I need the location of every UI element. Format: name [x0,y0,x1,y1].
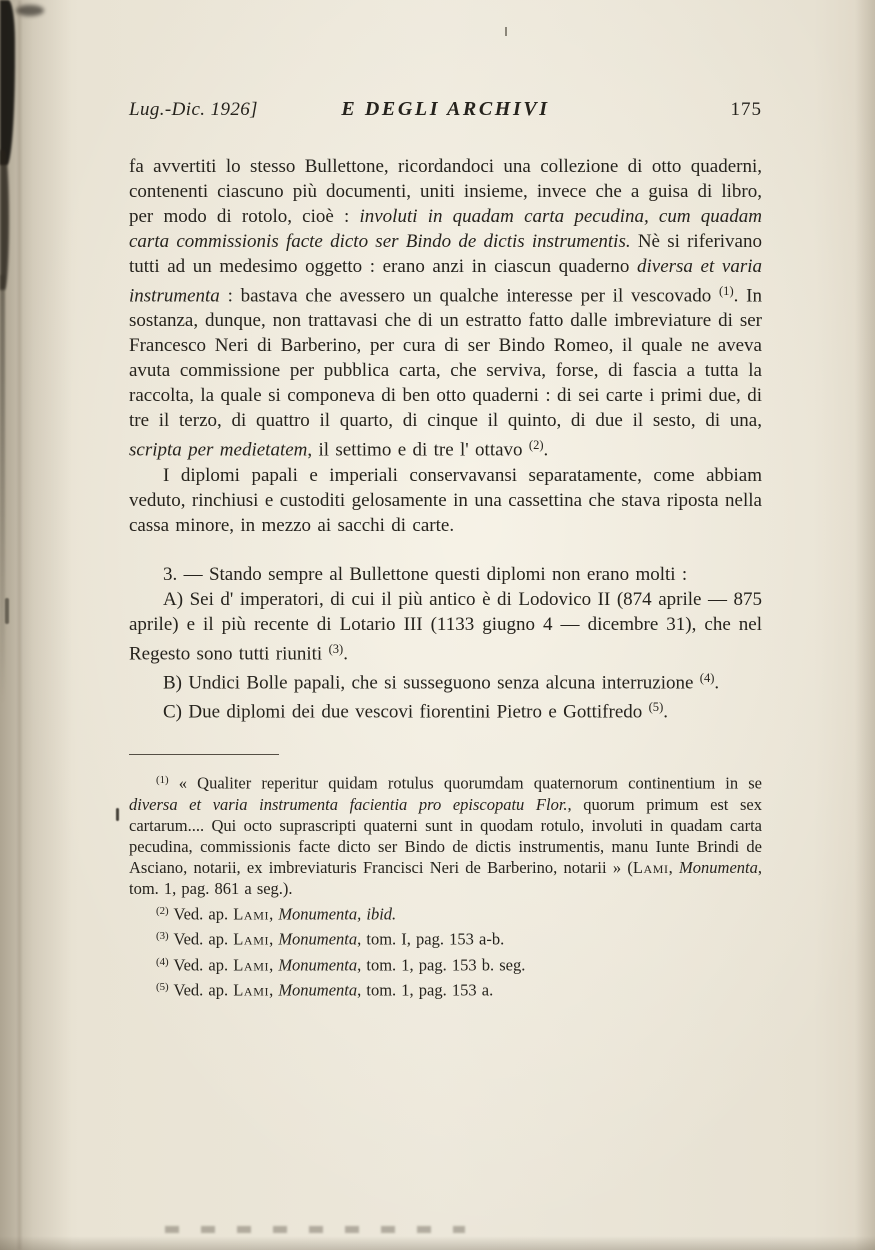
scan-artifact-speck [5,598,9,624]
paragraph [129,695,762,724]
text-run: : bastava che avessero un qualche interesse per il vescovado [219,285,719,307]
footnote [129,901,762,924]
footnote-reference: (5) [648,700,664,715]
text-run: Lami [233,904,270,924]
body-paragraphs [129,154,762,724]
scan-artifact-bottom-smudge [165,1226,465,1233]
scan-right-edge-shadow [855,0,875,1250]
text-run: Monumenta [278,955,358,975]
text-run: Monumenta, ibid. [278,904,397,924]
scan-artifact-binding-mid [0,150,9,290]
text-run: Ved. ap. [168,929,234,949]
scan-artifact-speck [505,27,507,36]
text-run: , [269,929,279,949]
scan-artifact-vertical-streak [18,0,21,1250]
text-run: . [343,642,348,664]
text-run: scripta per medietatem [129,439,308,461]
scan-artifact-speck [116,808,119,821]
scan-artifact-binding-strip [0,275,5,705]
text-run: B) Undici Bolle papali, che si susseguono senza alcuna interruzione [163,672,700,694]
text-run: Lami [233,955,270,975]
footnote-separator [129,754,279,755]
text-run: diversa et varia instrumenta [129,256,762,307]
text-run: involuti in quadam carta pecudina, cum quadam carta commissionis facte dicto ser Bindo de dictis instrumentis. [129,206,762,252]
page-number: 175 [730,99,762,120]
text-run: I diplomi papali e imperiali conservavansi separatamente, come abbiam veduto, rinchiusi e custoditi gelosamente in una cassettina che stava riposta nella cassa minore, in mezzo ai sacchi di carte. [129,464,762,536]
text-run: , tom. 1, pag. 153 b. seg. [357,955,526,975]
paragraph [129,587,762,666]
scan-artifact-binding-top [0,0,15,165]
text-run: fa avvertiti lo stesso Bullettone, ricordandoci una collezione di otto quaderni, contenenti ciascuno più documenti, uniti insieme, invece che a guisa di libro, per modo di rotolo, cioè : [129,156,762,227]
paragraph [129,562,762,587]
footnote-reference: (2) [156,904,169,917]
text-run: Monumenta [278,929,358,949]
paragraph [129,666,762,695]
footnote-reference: (1) [156,774,169,787]
footnote-reference: (5) [156,981,169,994]
footnote-reference: (3) [328,641,344,656]
paragraph [129,463,762,538]
paragraph [129,154,762,463]
text-run: « Qualiter reperitur quidam rotulus quorumdam quaternorum continentium in se [168,773,762,793]
footnote [129,770,762,898]
issue-date: Lug.-Dic. 1926] [129,99,258,120]
text-run: . [543,439,549,461]
text-run: A) Sei d' imperatori, di cui il più antico è di Lodovico II (874 aprile — 875 aprile) e il più recente di Lotario III (1133 giugno 4 — dicembre 31), che nel Regesto sono tutti riuniti [129,588,762,664]
text-run: Lami [233,929,270,949]
text-run: , [269,955,279,975]
text-run: . [714,672,720,694]
text-run: Ved. ap. [168,980,234,1000]
text-run: 3. — Stando sempre al Bullettone questi diplomi non erano molti : [163,563,688,585]
text-run: Monumenta [278,980,358,1000]
scan-artifact-corner-blob [16,5,44,16]
footnote-reference: (3) [156,930,169,943]
text-run: . In sostanza, dunque, non trattavasi che di un estratto fatto dalle imbreviature di ser Francesco Neri di Barberino, per cura di ser Bindo Romeo, il quale ne aveva avuta commissione per pubblica carta, che serviva, forse, di fascia a tutta la raccolta, la quale si componeva di ben otto quaderni : di sei carte i primi due, di tre il terzo, di quattro il quarto, di cinque il quinto, di due il sesto, di una, [129,285,762,432]
text-run: , tom. I, pag. 153 a-b. [357,929,505,949]
journal-title: E DEGLI ARCHIVI [341,98,550,120]
footnote [129,977,762,1000]
footnote [129,926,762,949]
text-run: , [269,904,279,924]
text-run: , tom. 1, pag. 861 a seg.). [129,857,762,898]
page-content [129,98,762,1001]
text-run: , il settimo e di tre l' ottavo [307,439,529,461]
text-run: Lami [632,857,669,877]
footnote-reference: (4) [699,670,715,685]
footnote [129,952,762,975]
footnote-reference: (4) [156,955,169,968]
text-run: C) Due diplomi dei due vescovi fiorentini Pietro e Gottifredo [163,701,649,723]
text-run: , tom. 1, pag. 153 a. [357,980,494,1000]
text-run: , [269,980,279,1000]
text-run: Monumenta [679,857,758,877]
footnote-reference: (2) [528,438,544,453]
text-run: diversa et varia instrumenta facientia pro episcopatu Flor. [129,794,568,814]
text-run: , [668,857,680,877]
text-run: Ved. ap. [168,955,234,975]
footnotes [129,770,762,1000]
running-header [129,98,762,121]
scan-bottom-edge-shadow [0,1236,875,1250]
scan-spine-shadow [0,0,72,1250]
text-run: Nè si riferivano tutti ad un medesimo oggetto : erano anzi in ciascun quaderno [129,231,762,277]
text-run: . [663,701,668,723]
text-run: Ved. ap. [168,904,234,924]
text-run: Lami [233,980,270,1000]
footnote-reference: (1) [719,284,734,298]
text-run: , quorum primum est sex cartarum.... Qui octo suprascripti quaterni sunt in quodam rotulo, involuti in quadam carta pecudina, commissionis facte dicto ser Bindo de dictis instrumentis, manu Iunte Brindi de Asciano, notarii, ex imbreviaturis Francisci Neri de Barberino, notarii » ( [129,794,762,877]
